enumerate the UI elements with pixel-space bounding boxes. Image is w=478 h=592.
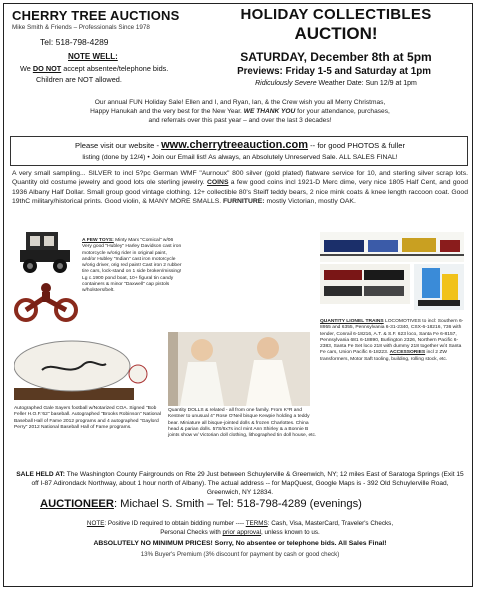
no-minimum-line: ABSOLUTELY NO MINIMUM PRICES! Sorry, No absentee or telephone bids. All Sales Final! [93, 540, 387, 547]
weather-date: Ridiculously Severe Weather Date: Sun 12/9 at 1pm [255, 80, 417, 87]
preview-times: Previews: Friday 1-5 and Saturday at 1pm [237, 66, 431, 77]
trains-caption: QUANTITY LIONEL TRAINS LOCOMOTIVES to incl: Southern 6-8955 and 6355, Pennsylvania 6-31-2340, CSX-6-18216, 736 with tender, Conrail 6-18216, A.T. & S.F. 623 loco, Santa Fe 6-8157, Pennsylvania 681 6-18890, Burlington 2326, Northern Pacific 6-2383, Santa Fe Set loco 218 with dummy 218 together w/4 Santa Fe cars, Union Pacific 6-18223. ACCESSORIES incl 2 ZW transformers, Motor Saft tooling, building, rolling stock, etc. [320, 319, 464, 362]
website-line-2: listing (done by 12/4) • Join our Email list! As always, an Absolutely Unreserved Sale. ALL SALES FINAL! [82, 154, 398, 161]
item-sampling: A very small sampling... SILVER to incl 5?pc German WMF "Aurnoux" 800 silver (gold plated) flatware service for 10, and sterling silver scrap lots. Quantity old costume jewelry and good lots ole sterling jewelry. COINS a few good coins incl 1921-D Merc dime, very nice 1805 Half Cent, and good 1936 Albany Half Dollar. Small group good vintage clothing. 12+ collectible 80's Steiff teddy bears, 2 nice mink coats & knee length raccoon coat. Good 19thC military/historical prints. Good violin, & MANY MORE SMALLS. FURNITURE: mostly Victorian, mostly OAK. [12, 170, 469, 206]
buyers-premium: 13% Buyer's Premium (3% discount for payment by cash or good check) [140, 551, 340, 558]
company-name: CHERRY TREE AUCTIONS [12, 8, 180, 23]
website-link[interactable]: www.cherrytreeauction.com [161, 139, 309, 151]
terms-notes: NOTE: Positive ID required to obtain bidding number ---- TERMS: Cash, Visa, MasterCard, Traveler's Checks, Personal Checks with prior approval, unless known to us. [86, 520, 394, 536]
sale-location: SALE HELD AT: The Washington County Fairgrounds on Rte 29 Just between Schuylerville & Greenwich, NY; 12 miles East of Saratoga Springs (Exit 15 off I-87 Adirondack Northway, about 1 hour north of Albany). The actual address -- for MapQuest, Google Maps is - 392 Old Schuylerville Road, Greenwich, NY 12834. [16, 471, 464, 497]
note-well-line1: We DO NOT accept absentee/telephone bids. [20, 64, 169, 73]
website-line: Please visit our website - www.cherrytreeauction.com -- for good PHOTOS & fuller [75, 139, 405, 151]
auction-date: SATURDAY, December 8th at 5pm [240, 50, 432, 64]
note-well-line2: Children are NOT allowed. [36, 75, 122, 84]
note-well-heading: NOTE WELL: [68, 52, 118, 61]
auctioneer-line: AUCTIONEER: Michael S. Smith – Tel: 518-798-4289 (evenings) [40, 498, 362, 510]
train-transformer-photo [414, 264, 464, 310]
intro-message: Our annual FUN Holiday Sale! Ellen and I, and Ryan, Ian, & the Crew wish you all Merry Christmas, Happy Hanukah and the very best for the New Year. WE THANK YOU for your attendance, purchases, and referrals over this past year – and over the last 3 decades! [90, 99, 390, 124]
football-photo [14, 330, 148, 402]
poster-title: HOLIDAY COLLECTIBLES [240, 6, 432, 23]
dolls-photo [168, 332, 310, 406]
company-subtitle: Mike Smith & Friends – Professionals Since 1978 [12, 24, 150, 31]
train-locomotive-photo [320, 232, 464, 262]
poster-title-2: AUCTION! [294, 24, 378, 43]
sports-caption: Autographed Gale Sayers football w/Notarized COA. Signed "Bob Feller H.O.F.'62" baseball. Autographed "Brooks Robinson" National Baseball Hall of Fame 2012 programs and 4 autographed "Gaylord Perry" 2012 National Baseball Hall of Fame programs. [14, 406, 161, 430]
toy-car-photo [14, 228, 76, 276]
dolls-caption: Quantity DOLLS & related - all from one family. From K*R and Kestner to unusual 4" Rose O'Neil bisque Kewpie holding a teddy bear. Miniature all bisque-jointed dolls & frozen Charlottes. China head & parian dolls. 57S/6x7s incl mint Ann Shirley & a Bonnie B joints show w/ Victorian doll clothing, lithographed tin doll house, etc. [168, 408, 317, 439]
train-cars-photo [320, 264, 410, 304]
toys-caption: A FEW TOYS: Minty Marx "Comical" w/06 Very good "Hubley" Harley Davidson cast iron motorcycle w/orig rider in original paint, and/or Hubley "Indian" cast iron motorcycle w/orig driver, orig red paint! Cast iron 2 rubber tire cars, lock-stand on 1 side broken/missing! Lg c.1900 pond boat, 10+ figural tin candy containers & minor "Daxwell" cap pistols w/holsters/belt. [82, 238, 182, 294]
motorcycle-photo [10, 280, 82, 324]
company-telephone: Tel: 518-798-4289 [40, 37, 109, 47]
